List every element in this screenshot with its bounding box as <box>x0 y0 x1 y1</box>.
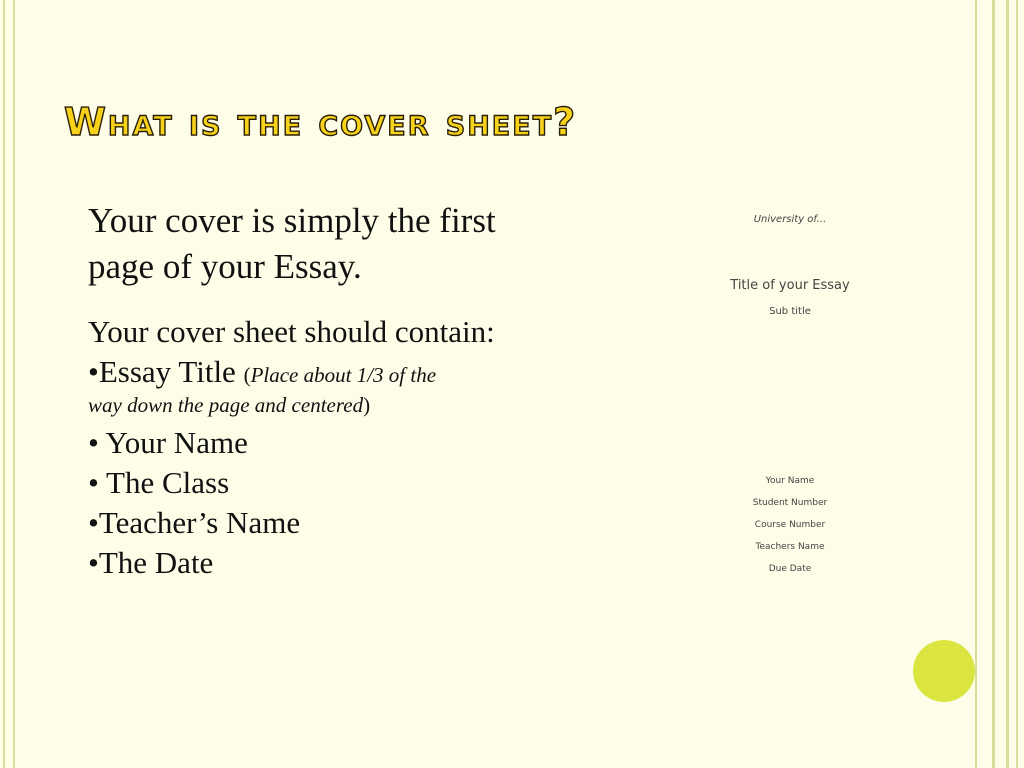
slide-body <box>88 198 568 583</box>
paren-open: ( <box>243 363 251 387</box>
list-item-class: • The Class <box>88 465 230 500</box>
contain-heading: Your cover sheet should contain: <box>88 314 495 349</box>
frame-line <box>992 0 995 768</box>
frame-line <box>13 0 15 768</box>
preview-university: University of... <box>753 214 827 225</box>
list-item-essay-title <box>88 352 568 395</box>
essay-note-cont: way down the page and centered <box>88 393 364 417</box>
essay-note-line2 <box>88 391 568 419</box>
preview-course-number: Course Number <box>754 520 826 530</box>
preview-subtitle: Sub title <box>769 306 811 317</box>
frame-line <box>3 0 5 768</box>
paren-close: ) <box>363 393 371 417</box>
essay-note: Place about 1/3 of the <box>250 363 437 387</box>
preview-essay-title: Title of your Essay <box>730 278 850 293</box>
item-label: •Essay Title <box>88 354 244 389</box>
decorative-circle <box>913 640 975 702</box>
list-item-date: •The Date <box>88 545 214 580</box>
frame-line <box>1006 0 1009 768</box>
preview-teachers-name: Teachers Name <box>755 542 825 552</box>
slide-title: What is the cover sheet? <box>64 100 578 144</box>
frame-line <box>1016 0 1018 768</box>
frame-line <box>975 0 977 768</box>
list-item-your-name: • Your Name <box>88 425 248 460</box>
intro-text: Your cover is simply the first page of your Essay. <box>88 201 496 286</box>
preview-student-number: Student Number <box>752 498 828 508</box>
cover-sheet-preview <box>700 200 880 600</box>
preview-due-date: Due Date <box>768 564 812 574</box>
preview-your-name: Your Name <box>765 476 815 486</box>
list-item-teacher: •Teacher’s Name <box>88 505 301 540</box>
